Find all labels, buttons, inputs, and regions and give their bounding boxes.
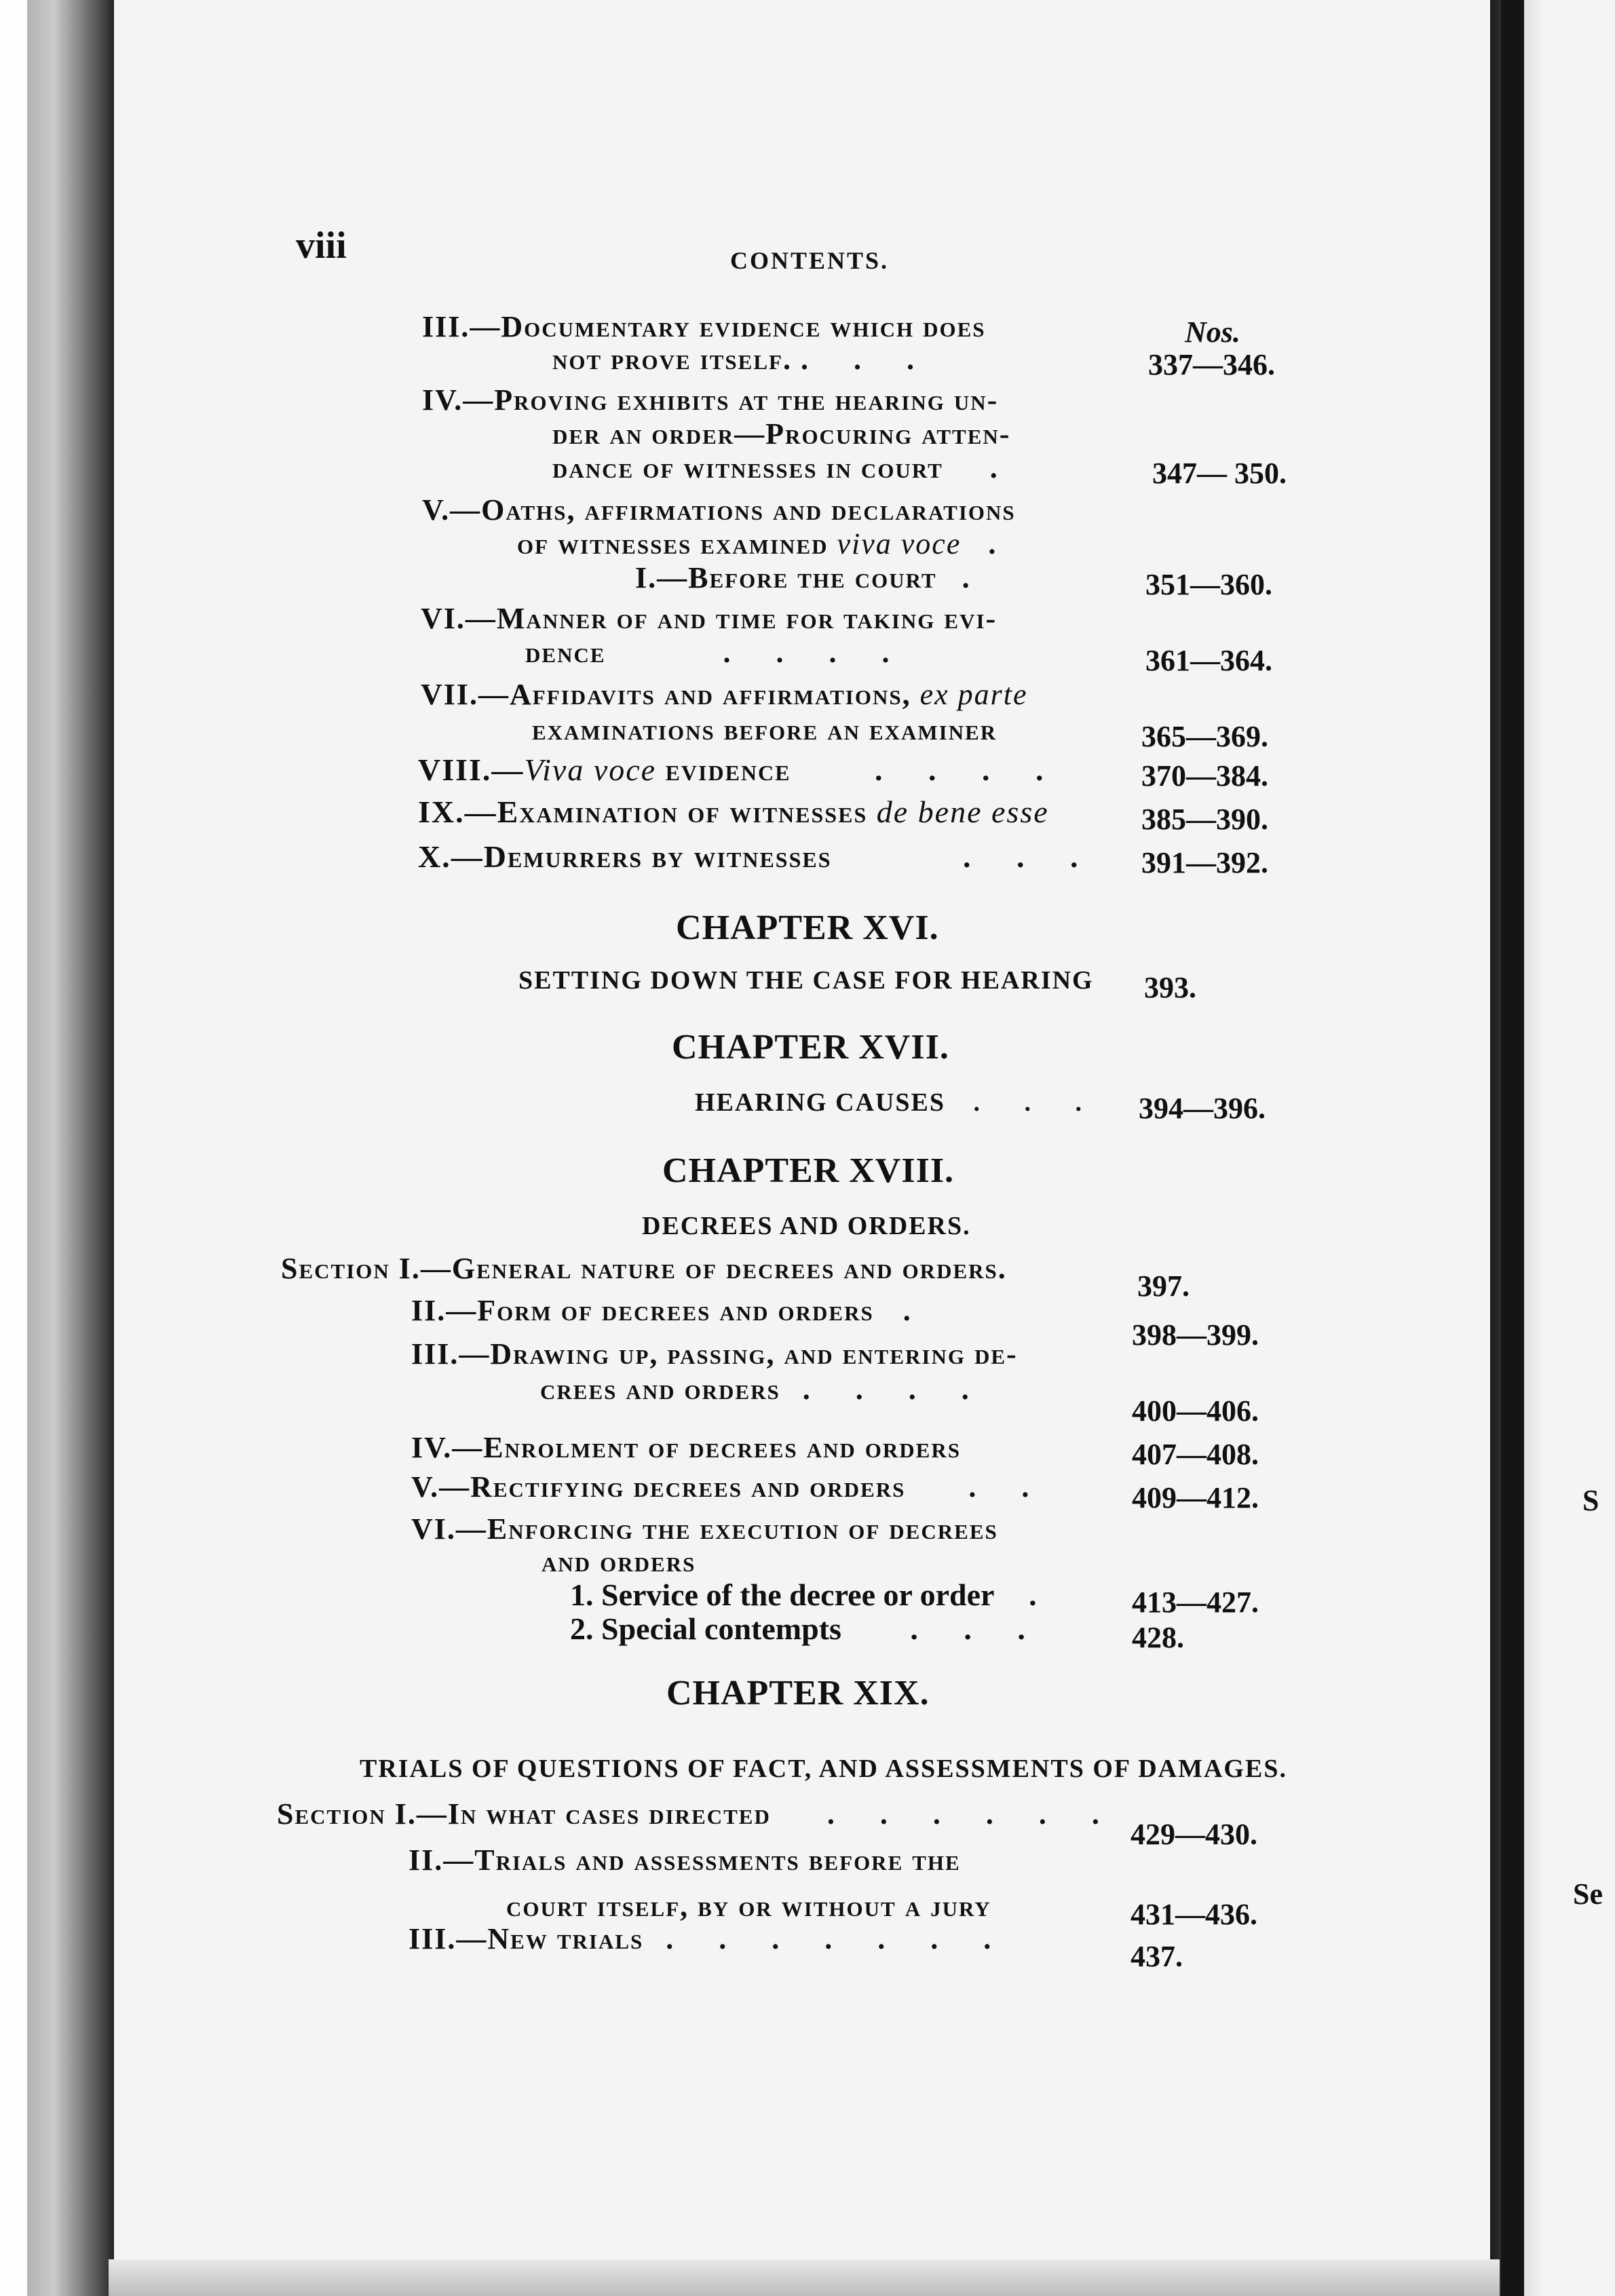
entry-nums: 365—369.: [1141, 720, 1268, 753]
scan-left-margin: [0, 0, 27, 2296]
running-head: CONTENTS.: [730, 247, 890, 274]
entry-nums: 351—360.: [1145, 568, 1272, 601]
entry-line: V.—Oaths, affirmations and declarations: [422, 493, 1016, 527]
entry-nums: 393.: [1144, 971, 1196, 1004]
subitem-line: 2. Special contempts . . .: [570, 1611, 1044, 1646]
entry-nums: 391—392.: [1141, 846, 1268, 879]
section-line: VI.—Enforcing the execution of decrees: [411, 1512, 998, 1546]
entry-nums: 429—430.: [1130, 1818, 1257, 1851]
entry-nums: 397.: [1137, 1269, 1190, 1303]
entry-line: X.—Demurrers by witnesses . . .: [418, 839, 1097, 874]
section-line: crees and orders . . . .: [540, 1373, 988, 1406]
section-line: and orders: [542, 1545, 696, 1578]
section-line: III.—Drawing up, passing, and entering de-: [411, 1337, 1018, 1371]
chapter-title: CHAPTER XVII.: [672, 1028, 949, 1067]
section-line: II.—Form of decrees and orders .: [411, 1294, 930, 1327]
chapter-title: CHAPTER XIX.: [666, 1674, 930, 1713]
entry-nums: 361—364.: [1145, 644, 1272, 677]
adjacent-page-letter: S: [1582, 1484, 1599, 1517]
entry-line: VI.—Manner of and time for taking evi-: [421, 602, 998, 635]
entry-line: I.—Before the court .: [635, 561, 989, 594]
entry-line: IV.—Proving exhibits at the hearing un-: [422, 383, 999, 417]
entry-nums: 370—384.: [1141, 759, 1268, 792]
entry-nums: 394—396.: [1139, 1092, 1266, 1125]
entry-nums: 400—406.: [1132, 1394, 1259, 1428]
scan-gutter-shadow: [1501, 0, 1524, 2296]
entry-nums: 398—399.: [1132, 1318, 1259, 1352]
chapter-subject: TRIALS OF QUESTIONS OF FACT, AND ASSESSMENTS OF DAMAGES.: [360, 1755, 1287, 1783]
entry-nums: 413—427.: [1132, 1586, 1259, 1619]
entry-nums: 407—408.: [1132, 1438, 1259, 1471]
entry-line: not prove itself. . . .: [552, 343, 933, 376]
entry-line: der an order—Procuring atten-: [552, 417, 1011, 451]
entry-line: examinations before an examiner: [532, 713, 998, 746]
entry-nums: 409—412.: [1132, 1481, 1259, 1514]
section-line: V.—Rectifying decrees and orders . .: [411, 1470, 1048, 1504]
entry-nums: 385—390.: [1141, 803, 1268, 836]
entry-nums: 337—346.: [1148, 348, 1275, 381]
entry-line: of witnesses examined viva voce .: [517, 527, 1015, 560]
section-line: III.—New trials . . . . . . .: [408, 1922, 1010, 1955]
entry-line: VIII.—Viva voce evidence . . . .: [418, 752, 1063, 787]
entry-nums: 347— 350.: [1152, 457, 1287, 490]
entry-line: IX.—Examination of witnesses de bene esse: [418, 795, 1049, 829]
section-line: court itself, by or without a jury: [506, 1890, 991, 1923]
entry-line: VII.—Affidavits and affirmations, ex parte: [421, 678, 1028, 711]
chapter-title: CHAPTER XVIII.: [662, 1151, 955, 1190]
section-line: II.—Trials and assessments before the: [408, 1843, 961, 1877]
adjacent-page-letter: Se: [1573, 1877, 1603, 1911]
section-line: Section I.—General nature of decrees and orders.: [281, 1252, 1007, 1285]
chapter-subject: HEARING CAUSES . . .: [695, 1088, 1101, 1117]
chapter-subject: SETTING DOWN THE CASE FOR HEARING: [518, 966, 1094, 995]
chapter-subject: DECREES AND ORDERS.: [642, 1212, 971, 1240]
entry-line: dance of witnesses in court .: [552, 451, 1016, 484]
entry-nums: 428.: [1132, 1621, 1184, 1654]
entry-line: dence . . . .: [525, 636, 909, 669]
entry-nums: 437.: [1130, 1940, 1183, 1973]
subitem-line: 1. Service of the decree or order .: [570, 1577, 1056, 1612]
page-folio: viii: [296, 225, 347, 267]
section-line: Section I.—In what cases directed . . . . . .: [277, 1797, 1118, 1831]
scan-bottom-edge: [109, 2259, 1500, 2296]
entry-nums: 431—436.: [1130, 1898, 1257, 1931]
entry-roman: III.—Documentary evidence which does: [422, 310, 986, 343]
contents-page: [114, 0, 1490, 2259]
chapter-title: CHAPTER XVI.: [676, 908, 939, 947]
section-line: IV.—Enrolment of decrees and orders: [411, 1431, 961, 1464]
nos-label: Nos.: [1185, 315, 1240, 349]
